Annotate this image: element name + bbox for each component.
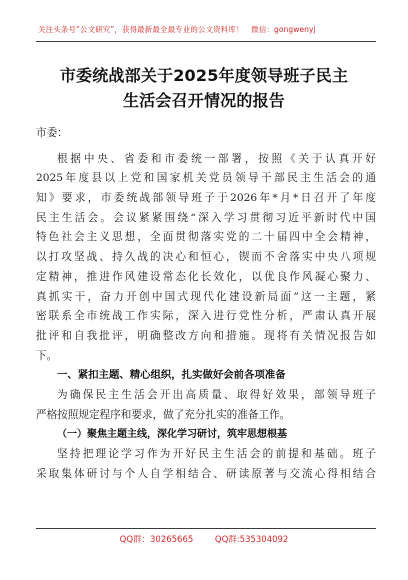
footer-qq-2: QQ群:535304092 bbox=[214, 535, 289, 545]
text-line: 民主生活会。会议紧紧围绕“深入学习贯彻习近平新时代中国 bbox=[36, 211, 376, 224]
text-line: 定精神，推进作风建设常态化长效化，以优良作风凝心聚力、 bbox=[36, 270, 376, 283]
text-line: 根据中央、省委和市委统一部署，按照《关于认真开好 bbox=[57, 152, 376, 165]
text-line: 严格按照规定程序和要求，做了充分扎实的准备工作。 bbox=[36, 408, 291, 421]
text-line: 采取集体研讨与个人自学相结合、研读原著与交流心得相结合 bbox=[36, 467, 376, 480]
promo-header: 关注头条号“公文研究”，获得最新最全最专业的公文资料库！ 微信：gongwenyj bbox=[38, 25, 316, 34]
text-line: 知》要求，市委统战部领导班子于2026年*月*日召开了年度 bbox=[36, 192, 376, 205]
paragraph-study bbox=[36, 445, 376, 484]
text-line: 密联系全市统战工作实际，深入进行党性分析，严肃认真开展 bbox=[36, 310, 376, 323]
paragraph-preparation bbox=[36, 386, 376, 425]
paragraph-intro bbox=[36, 150, 376, 367]
header-divider bbox=[36, 41, 376, 42]
text-line: 以打攻坚战、持久战的决心和恒心，锲而不舍落实中央八项规 bbox=[36, 251, 376, 264]
section-heading-1: 一、紧扣主题、精心组织，扎实做好会前各项准备 bbox=[57, 369, 286, 382]
title-line-2: 生活会召开情况的报告 bbox=[122, 91, 285, 110]
salutation: 市委： bbox=[36, 127, 68, 139]
footer-qq-1: QQ群：30265665 bbox=[119, 535, 194, 545]
title-line-1: 市委统战部关于2025年度领导班子民主 bbox=[59, 66, 349, 85]
footer-divider bbox=[36, 528, 376, 529]
subsection-heading-1: （一）聚焦主题主线，深化学习研讨，筑牢思想根基 bbox=[57, 429, 287, 441]
text-line: 真抓实干，奋力开创中国式现代化建设新局面”这一主题，紧 bbox=[36, 290, 376, 303]
text-line: 特色社会主义思想，全面贯彻落实党的二十届四中全会精神， bbox=[36, 231, 376, 244]
footer-contact bbox=[0, 533, 408, 545]
text-line: 坚持把理论学习作为开好民主生活会的前提和基础。班子 bbox=[57, 448, 376, 461]
document-body bbox=[36, 124, 376, 484]
text-line: 2025年度县以上党和国家机关党员领导干部民主生活会的通 bbox=[36, 172, 376, 185]
document-title bbox=[30, 63, 378, 113]
text-line: 下。 bbox=[36, 349, 58, 362]
text-line: 为确保民主生活会开出高质量、取得好效果，部领导班子 bbox=[57, 388, 376, 401]
text-line: 批评和自我批评，明确整改方向和措施。现将有关情况报告如 bbox=[36, 329, 376, 342]
